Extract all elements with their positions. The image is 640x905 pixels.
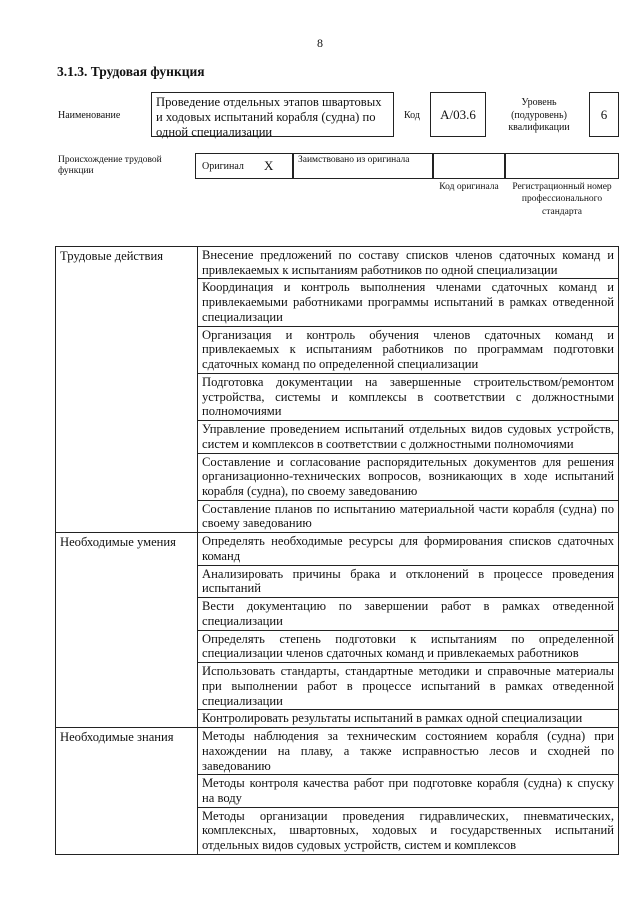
- section-item: Методы организации проведения гидравлических, пневматических, комплексных, швартовных, ходовых и государственных испытаний отдельных видов судовых устройств, систем и комплексов: [198, 807, 619, 854]
- level-label: Уровень (подуровень) квалификации: [508, 97, 570, 133]
- labor-function-table: [55, 246, 619, 855]
- section-item: Организация и контроль обучения членов сдаточных команд и привлекаемых к испытаниям работников по программам подготовки сдаточных команд по определенной специализации: [198, 326, 619, 373]
- section-item: Определять степень подготовки к испытаниям по определенной специализации членов сдаточных команд и привлекаемых работников: [198, 630, 619, 662]
- section-item: Внесение предложений по составу списков членов сдаточных команд и привлекаемых к испытаниям работников по одной специализации: [198, 247, 619, 279]
- section-item: Составление и согласование распорядительных документов для решения организационно-технических вопросов, возникающих в ходе испытаний корабля (судна), по своему заведованию: [198, 453, 619, 500]
- section-heading: Трудовые действия: [56, 247, 198, 533]
- borrowed-label: Заимствовано из оригинала: [298, 155, 410, 165]
- origin-original-box: [195, 153, 293, 179]
- code-label: Код: [404, 110, 420, 121]
- origin-code-box: [433, 153, 505, 179]
- origin-regnum-box: [505, 153, 619, 179]
- section-item: Определять необходимые ресурсы для формирования списков сдаточных команд: [198, 533, 619, 565]
- table-row: [56, 247, 619, 279]
- section-item: Использовать стандарты, стандартные методики и справочные материалы при выполнении работ в процессе испытаний в рамках отведенной специализации: [198, 663, 619, 710]
- table-row: [56, 533, 619, 565]
- section-item: Вести документацию по завершении работ в рамках отведенной специализации: [198, 598, 619, 630]
- section-item: Координация и контроль выполнения членами сдаточных команд и привлекаемыми работниками программы испытаний в рамках отведенной специализации: [198, 279, 619, 326]
- name-value: Проведение отдельных этапов швартовых и ходовых испытаний корабля (судна) по одной специализации: [156, 95, 382, 139]
- section-title: 3.1.3. Трудовая функция: [57, 64, 205, 79]
- section-heading: Необходимые знания: [56, 728, 198, 855]
- section-item: Анализировать причины брака и отклонений в процессе проведения испытаний: [198, 565, 619, 597]
- page-number: 8: [317, 36, 323, 50]
- level-value-box: [589, 92, 619, 137]
- original-label: Оригинал: [202, 161, 244, 172]
- section-item: Составление планов по испытанию материальной части корабля (судна) по своему заведованию: [198, 500, 619, 532]
- code-value: A/03.6: [440, 107, 476, 122]
- code-value-box: [430, 92, 486, 137]
- origin-label: Происхождение трудовой функции: [58, 155, 162, 176]
- origin-borrowed-box: [293, 153, 433, 179]
- original-mark: X: [264, 158, 274, 173]
- name-label: Наименование: [58, 110, 121, 121]
- reg-number-label: Регистрационный номер профессионального стандарта: [512, 182, 612, 217]
- section-heading: Необходимые умения: [56, 533, 198, 728]
- section-item: Методы контроля качества работ при подготовке корабля (судна) к спуску на воду: [198, 775, 619, 807]
- level-value: 6: [600, 107, 608, 122]
- section-item: Методы наблюдения за техническим состоянием корабля (судна) при нахождении на плаву, а также исправностью лесов и сходней по заведованию: [198, 728, 619, 775]
- section-item: Подготовка документации на завершенные строительством/ремонтом устройства, системы и комплексы в соответствии с должностными полномочиями: [198, 373, 619, 420]
- name-value-box: [151, 92, 394, 137]
- code-original-label: Код оригинала: [439, 182, 499, 192]
- section-item: Контролировать результаты испытаний в рамках одной специализации: [198, 710, 619, 728]
- section-item: Управление проведением испытаний отдельных видов судовых устройств, систем и комплексов в соответствии с должностными полномочиями: [198, 421, 619, 453]
- table-row: [56, 728, 619, 775]
